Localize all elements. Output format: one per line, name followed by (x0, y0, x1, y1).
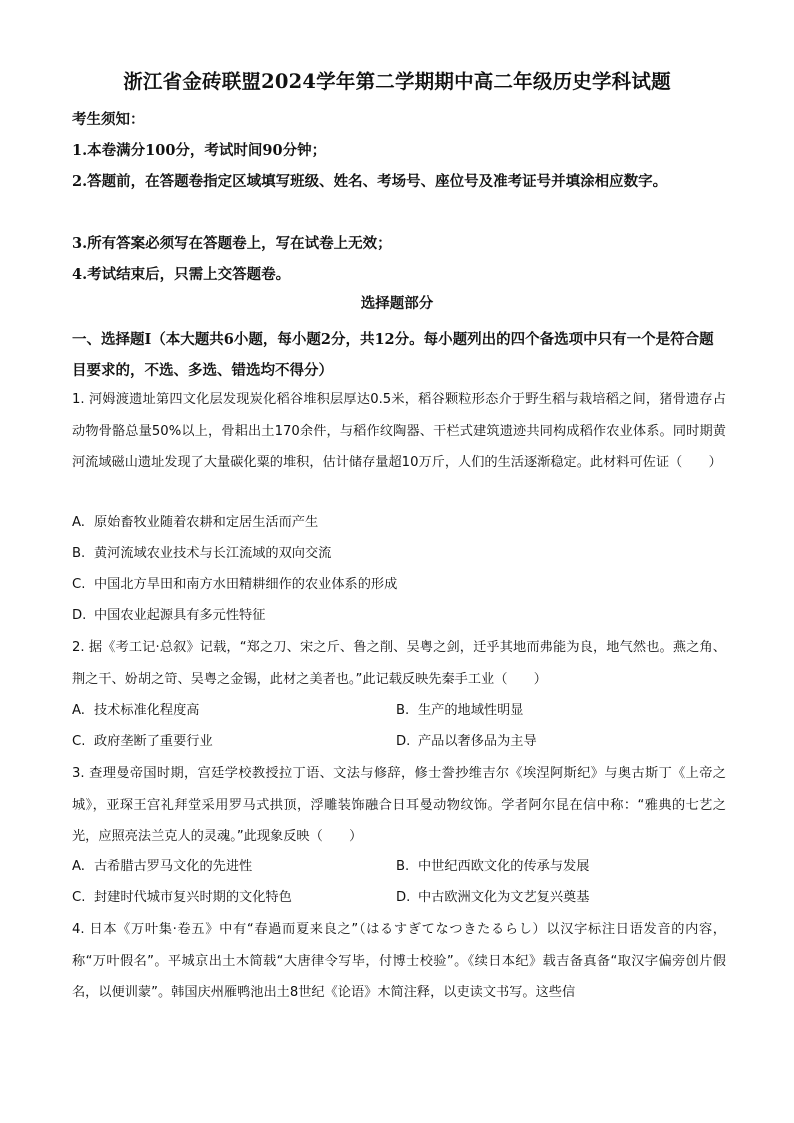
option-key: B. (396, 703, 410, 718)
option-text: 中国农业起源具有多元性特征 (94, 608, 266, 623)
part-intro: 一、选择题Ⅰ（本大题共6小题，每小题2分，共12分。每小题列出的四个备选项中只有一个是符合题目要求的，不选、多选、错选均不得分） (72, 331, 714, 379)
option-text: 中国北方旱田和南方水田精耕细作的农业体系的形成 (94, 577, 398, 592)
option-key: A. (72, 703, 85, 718)
option-text: 产品以奢侈品为主导 (418, 734, 537, 749)
page-title: 浙江省金砖联盟2024学年第二学期期中高二年级历史学科试题 (123, 70, 671, 93)
question-3-option-b (396, 857, 589, 877)
notice-item-3: 3.所有答案必须写在答题卷上，写在试卷上无效； (72, 235, 392, 252)
question-2-option-a (72, 701, 200, 721)
option-key: D. (396, 734, 411, 749)
option-key: B. (396, 859, 410, 874)
option-key: C. (72, 734, 86, 749)
option-text: 原始畜牧业随着农耕和定居生活而产生 (94, 515, 319, 530)
question-1-stem: 1. 河姆渡遗址第四文化层发现炭化稻谷堆积层厚达0.5米，稻谷颗粒形态介于野生稻与栽培稻之间，猪骨遗存占动物骨骼总量50%以上，骨耜出土170余件，与稻作纹陶器、干栏式建筑遗迹共同构成稻作农业体系。同时期黄河流域磁山遗址发现了大量碳化粟的堆积，估计储存量超10万斤，人们的生活逐渐稳定。此材料可佐证（ ） (72, 392, 726, 470)
notice-item-1: 1.本卷满分100分，考试时间90分钟； (72, 142, 327, 159)
option-key: B. (72, 546, 86, 561)
question-3-option-a (72, 857, 252, 877)
option-key: A. (72, 515, 85, 530)
question-3-stem: 3. 查理曼帝国时期，宫廷学校教授拉丁语、文法与修辞，修士誊抄维吉尔《埃涅阿斯纪》与奥古斯丁《上帝之城》，亚琛王宫礼拜堂采用罗马式拱顶，浮雕装饰融合日耳曼动物纹饰。学者阿尔昆在信中称：“雅典的七艺之光，应照亮法兰克人的灵魂。”此现象反映（ ） (72, 766, 726, 844)
section-heading: 选择题部分 (360, 295, 434, 312)
notice-heading: 考生须知： (72, 111, 145, 128)
option-key: C. (72, 577, 86, 592)
option-text: 生产的地域性明显 (418, 703, 524, 718)
question-2-stem: 2. 据《考工记·总叙》记载，“郑之刀、宋之斤、鲁之削、吴粤之剑，迁乎其地而弗能为良，地气然也。燕之角、荆之干、妢胡之笴、吴粤之金锡，此材之美者也。”此记载反映先秦手工业（ ） (72, 640, 726, 687)
question-2-option-d (396, 732, 537, 752)
option-text: 中世纪西欧文化的传承与发展 (418, 859, 590, 874)
question-4-stem: 4. 日本《万叶集·卷五》中有“春過而夏来良之”（はるすぎてなつきたるらし）以汉字标注日语发音的内容，称“万叶假名”。平城京出土木简载“大唐律令写毕，付博士校验”。《续日本纪》载吉备真备“取汉字偏旁创片假名，以便训蒙”。韩国庆州雁鸭池出土8世纪《论语》木简注释，以吏读文书写。这些信 (72, 922, 726, 1000)
notice-item-2: 2.答题前，在答题卷指定区域填写班级、姓名、考场号、座位号及准考证号并填涂相应数字。 (72, 173, 668, 190)
question-1-option-b (72, 544, 331, 564)
question-1-option-d (72, 606, 265, 626)
question-2-option-c (72, 732, 213, 752)
question-2-option-b (396, 701, 524, 721)
option-text: 政府垄断了重要行业 (94, 734, 213, 749)
option-key: C. (72, 890, 86, 905)
option-text: 技术标准化程度高 (94, 703, 200, 718)
option-key: A. (72, 859, 85, 874)
option-key: D. (72, 608, 87, 623)
question-1-option-a (72, 513, 318, 533)
option-text: 黄河流域农业技术与长江流域的双向交流 (94, 546, 332, 561)
question-3-option-c (72, 888, 292, 908)
question-1-option-c (72, 575, 397, 595)
notice-item-4: 4.考试结束后，只需上交答题卷。 (72, 266, 291, 283)
option-key: D. (396, 890, 411, 905)
option-text: 古希腊古罗马文化的先进性 (94, 859, 253, 874)
option-text: 封建时代城市复兴时期的文化特色 (94, 890, 292, 905)
question-3-option-d (396, 888, 589, 908)
option-text: 中古欧洲文化为文艺复兴奠基 (418, 890, 590, 905)
